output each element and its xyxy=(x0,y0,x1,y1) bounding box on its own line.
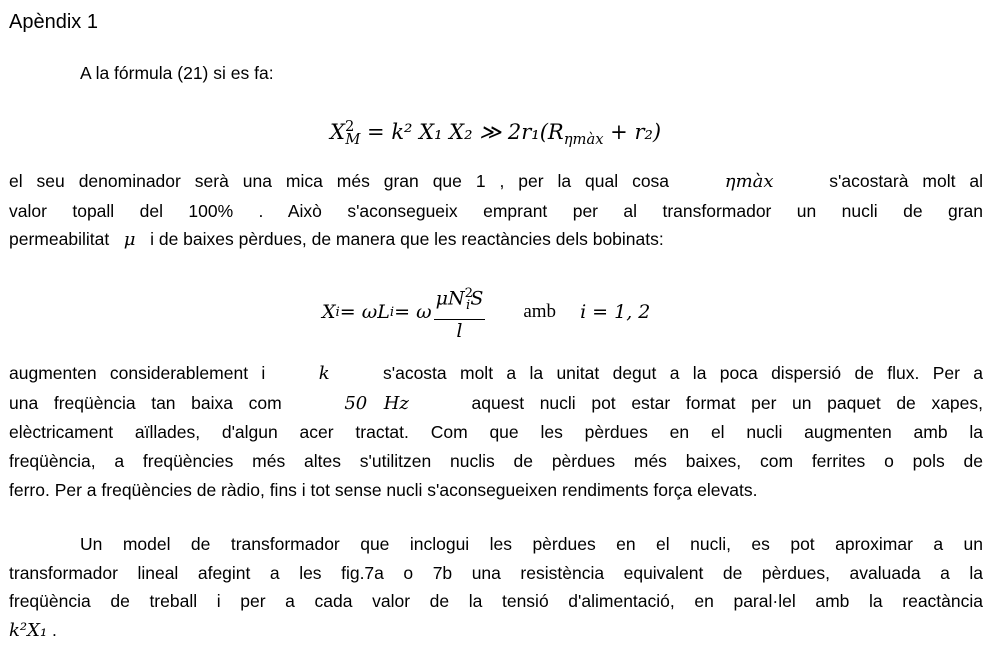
p2-line-1 xyxy=(9,359,983,389)
p1-line-1 xyxy=(9,167,983,197)
p1-l1-text-a: el seu denominador serà una mica més gran que 1 , per la qual cosa xyxy=(9,171,670,191)
p3-l4-math: k²X₁ xyxy=(9,620,48,642)
eq2-fraction xyxy=(434,282,486,342)
eq2-lhs: X xyxy=(322,301,336,323)
eq2-mid: = ωL xyxy=(339,301,390,323)
eq2-lhs-sub: i xyxy=(335,304,340,320)
eq2-amb: amb xyxy=(523,301,557,322)
eq1-rhs: = k² X₁ X₂ ≫ 2r₁(R xyxy=(367,120,564,144)
eq2-num-end: S xyxy=(470,287,484,310)
p2-line-4: freqüència, a freqüències més altes s'utilitzen nuclis de pèrdues més baixes, com ferrites o pols de xyxy=(9,451,983,472)
p1-l3-text-b: i de baixes pèrdues, de manera que les reactàncies dels bobinats: xyxy=(150,229,664,250)
p1-l3-math: μ xyxy=(123,229,136,251)
eq1-lhs: X xyxy=(330,120,345,144)
paragraph-1 xyxy=(9,167,983,255)
equation-1 xyxy=(330,112,661,155)
p3-line-4 xyxy=(9,616,983,646)
eq1-rhs-sub: ηmàx xyxy=(563,131,604,149)
eq2-mid-sub: i xyxy=(389,304,395,320)
p2-l2-math: 50 Hz xyxy=(344,392,409,414)
p2-l2-text-a: una freqüència tan baixa com xyxy=(9,392,282,413)
p3-l4-text: . xyxy=(47,620,57,641)
p3-line-3: freqüència de treball i per a cada valor de la tensió d'alimentació, en paral·lel amb la reactància xyxy=(9,591,983,612)
p3-line-2: transformador lineal afegint a les fig.7a o 7b una resistència equivalent de pèrdues, avaluada a la xyxy=(9,562,983,583)
p1-l3-text-a: permeabilitat xyxy=(9,229,110,250)
intro-sentence: A la fórmula (21) si es fa: xyxy=(80,63,274,83)
paragraph-3 xyxy=(9,530,983,646)
eq1-lhs-sup: 2 xyxy=(344,118,355,135)
p2-line-3: elèctricament aïllades, d'algun acer tractat. Com que les pèrdues en el nucli augmenten amb la xyxy=(9,422,983,443)
p1-l1-math: ηmàx xyxy=(724,171,774,192)
p3-line-1: Un model de transformador que inclogui les pèrdues en el nucli, es pot aproximar a un xyxy=(80,534,983,554)
eq2-denominator: l xyxy=(456,320,463,343)
eq1-rhs-end: + r₂) xyxy=(603,120,662,144)
p2-l2-text-b: aquest nucli pot estar format per un paquet de xapes, xyxy=(471,392,984,413)
eq2-num-sub: i xyxy=(466,298,471,314)
p2-line-5: ferro. Per a freqüències de ràdio, fins i tot sense nucli s'aconsegueixen rendiments força elevats. xyxy=(9,479,758,500)
p2-l1-math: k xyxy=(318,363,330,384)
p2-l1-text-b: s'acosta molt a la unitat degut a la poca dispersió de flux. Per a xyxy=(383,363,984,383)
eq2-condition: i = 1, 2 xyxy=(580,301,651,323)
paragraph-2 xyxy=(9,359,983,505)
p1-line-3 xyxy=(9,225,983,255)
appendix-heading: Apèndix 1 xyxy=(9,11,98,33)
eq1-lhs-sub: M xyxy=(345,131,361,149)
equation-2 xyxy=(322,282,650,342)
p1-line-2: valor topall del 100% . Això s'aconsegueix emprant per al transformador un nucli de gran xyxy=(9,200,983,221)
p2-l1-text-a: augmenten considerablement i xyxy=(9,363,266,383)
p2-line-2 xyxy=(9,389,983,419)
eq2-num-sup: 2 xyxy=(464,285,474,301)
p1-l1-text-b: s'acostarà molt al xyxy=(829,171,984,191)
eq2-numerator xyxy=(434,282,486,320)
eq2-num-text: μN xyxy=(435,287,465,310)
eq2-mid2: = ω xyxy=(394,301,432,323)
